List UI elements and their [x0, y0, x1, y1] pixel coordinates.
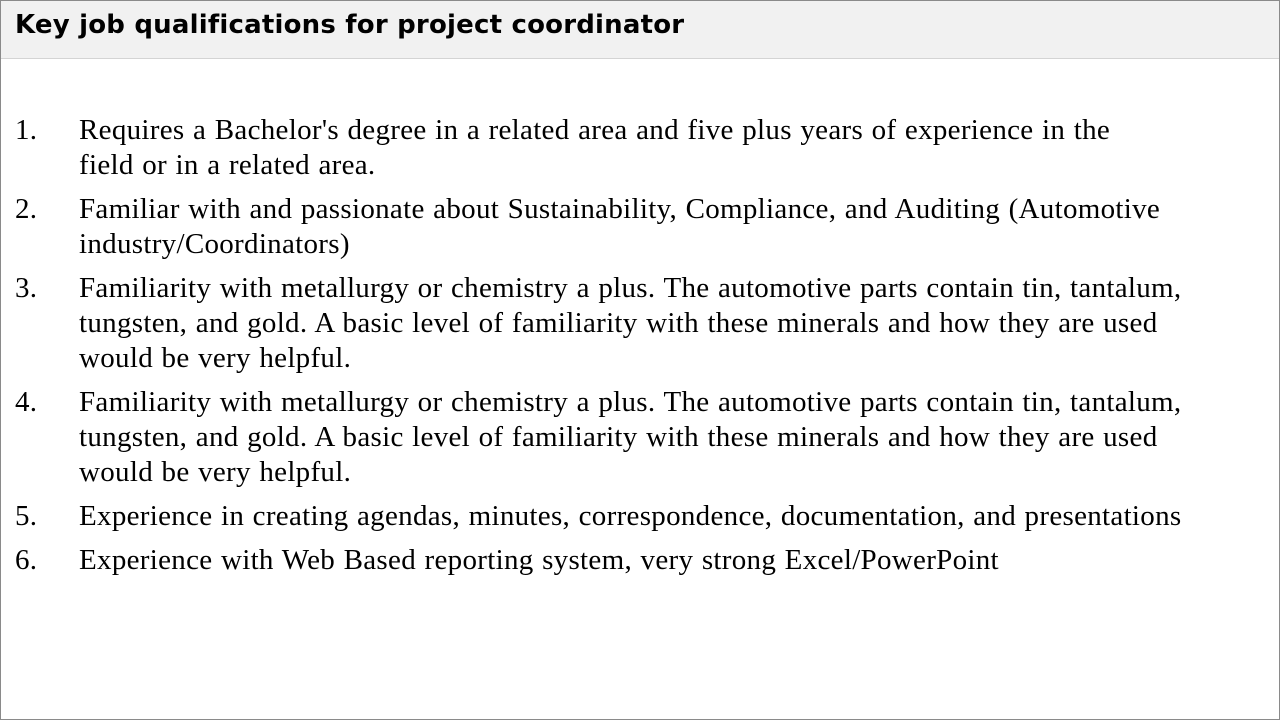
list-item: [1, 271, 1261, 376]
item-number: 2.: [15, 193, 38, 225]
title-bar: [1, 1, 1279, 59]
list-item: [1, 543, 1261, 578]
item-text: Requires a Bachelor's degree in a related area and five plus years of experience in the field or in a related area.: [79, 114, 1111, 181]
item-number: 5.: [15, 500, 38, 532]
item-text: Experience in creating agendas, minutes, correspondence, documentation, and presentations: [79, 500, 1182, 532]
list-item: [1, 499, 1261, 534]
qualifications-list: [1, 113, 1261, 587]
item-text: Familiarity with metallurgy or chemistry a plus. The automotive parts contain tin, tantalum, tungsten, and gold. A basic level of familiarity with these minerals and how they are used would be very helpful.: [79, 386, 1182, 488]
item-text: Experience with Web Based reporting system, very strong Excel/PowerPoint: [79, 544, 999, 576]
list-item: [1, 385, 1261, 490]
list-item: [1, 192, 1261, 262]
list-item: [1, 113, 1261, 183]
item-number: 3.: [15, 272, 38, 304]
item-number: 4.: [15, 386, 38, 418]
item-number: 1.: [15, 114, 38, 146]
item-text: Familiar with and passionate about Sustainability, Compliance, and Auditing (Automotive industry/Coordinators): [79, 193, 1161, 260]
slide-title: Key job qualifications for project coordinator: [15, 10, 685, 40]
item-number: 6.: [15, 544, 38, 576]
item-text: Familiarity with metallurgy or chemistry a plus. The automotive parts contain tin, tantalum, tungsten, and gold. A basic level of familiarity with these minerals and how they are used would be very helpful.: [79, 272, 1182, 374]
